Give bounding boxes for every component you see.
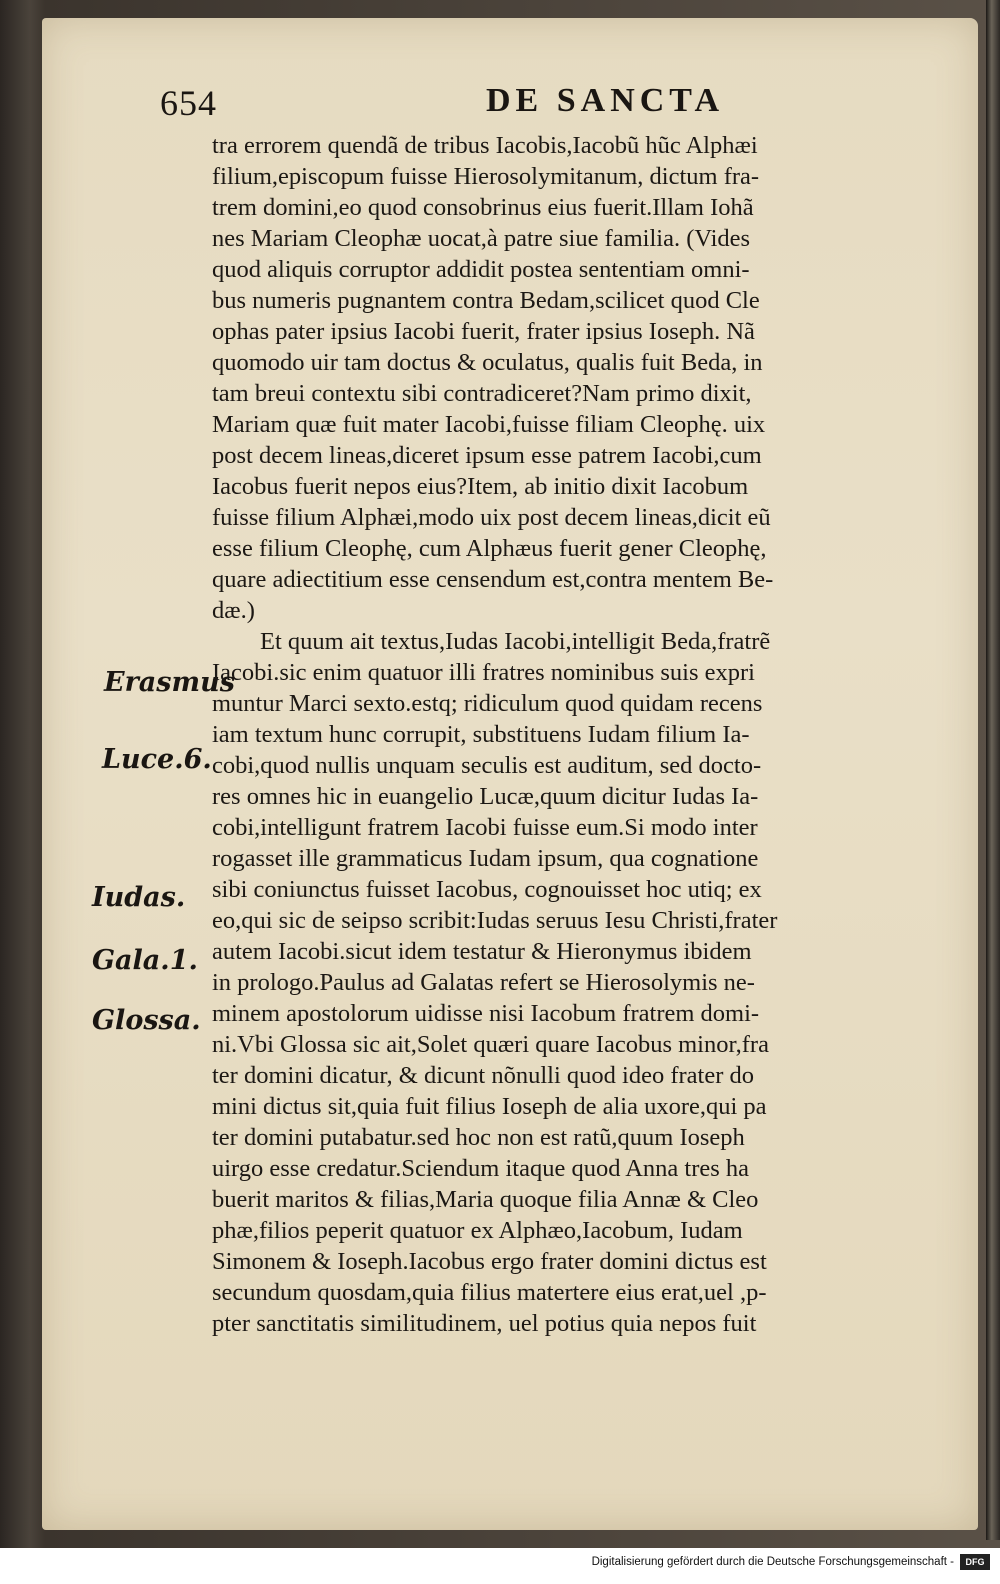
text-line: Iacobus fuerit nepos eius?Item, ab initio dixit Iacobum (212, 473, 749, 500)
text-line: iam textum hunc corrupit, substituens Iudam filium Ia- (212, 721, 750, 748)
text-line: pter sanctitatis similitudinem, uel potius quia nepos fuit (212, 1310, 757, 1337)
text-line: ophas pater ipsius Iacobi fuerit, frater ipsius Ioseph. Nã (212, 318, 755, 345)
text-line: quomodo uir tam doctus & oculatus, qualis fuit Beda, in (212, 349, 763, 376)
text-line: mini dictus sit,quia fuit filius Ioseph de alia uxore,qui pa (212, 1093, 767, 1120)
funding-credit: Digitalisierung gefördert durch die Deutsche Forschungsgemeinschaft - (591, 1556, 954, 1568)
text-line: dæ.) (212, 597, 255, 624)
text-line: sibi coniunctus fuisset Iacobus, cognouisset hoc utiq; ex (212, 876, 762, 903)
text-line: ni.Vbi Glossa sic ait,Solet quæri quare Iacobus minor,fra (212, 1031, 769, 1058)
margin-note-gala: Gala.1. (92, 945, 198, 976)
margin-note-luce: Luce.6. (102, 744, 212, 775)
binding-edge (986, 0, 1000, 1540)
text-line: Iacobi.sic enim quatuor illi fratres nominibus suis expri (212, 659, 755, 686)
text-line: res omnes hic in euangelio Lucæ,quum dicitur Iudas Ia- (212, 783, 759, 810)
text-line: eo,qui sic de seipso scribit:Iudas seruus Iesu Christi,frater (212, 907, 778, 934)
text-line: fuisse filium Alphæi,modo uix post decem lineas,dicit eũ (212, 504, 771, 531)
margin-note-iudas: Iudas. (92, 882, 186, 913)
margin-note-glossa: Glossa. (92, 1005, 201, 1036)
text-line: bus numeris pugnantem contra Bedam,scilicet quod Cle (212, 287, 760, 314)
text-line: phæ,filios peperit quatuor ex Alphæo,Iacobum, Iudam (212, 1217, 743, 1244)
text-line: quod aliquis corruptor addidit postea sententiam omni- (212, 256, 750, 283)
text-line: ter domini putabatur.sed hoc non est ratũ,quum Ioseph (212, 1124, 745, 1151)
text-line: ter domini dicatur, & dicunt nõnulli quod ideo frater do (212, 1062, 754, 1089)
text-line: cobi,intelligunt fratrem Iacobi fuisse eum.Si modo inter (212, 814, 758, 841)
text-line: uirgo esse credatur.Sciendum itaque quod Anna tres ha (212, 1155, 750, 1182)
text-line: cobi,quod nullis unquam seculis est auditum, sed docto- (212, 752, 762, 779)
text-line: filium,episcopum fuisse Hierosolymitanum, dictum fra- (212, 163, 760, 190)
margin-note-erasmus: Erasmus (104, 667, 235, 698)
paragraph-start-line: Et quum ait textus,Iudas Iacobi,intelligit Beda,fratrẽ (260, 628, 771, 655)
text-line: buerit maritos & filias,Maria quoque filia Annæ & Cleo (212, 1186, 759, 1213)
text-line: muntur Marci sexto.estq; ridiculum quod quidam recens (212, 690, 763, 717)
text-line: Simonem & Ioseph.Iacobus ergo frater domini dictus est (212, 1248, 767, 1275)
text-line: in prologo.Paulus ad Galatas refert se Hierosolymis ne- (212, 969, 755, 996)
text-line: minem apostolorum uidisse nisi Iacobum fratrem domi- (212, 1000, 760, 1027)
text-line: tra errorem quendã de tribus Iacobis,Iacobũ hũc Alphæi (212, 132, 758, 159)
text-line: secundum quosdam,quia filius matertere eius erat,uel ,p- (212, 1279, 767, 1306)
text-line: nes Mariam Cleophæ uocat,à patre siue familia. (Vides (212, 225, 751, 252)
text-line: Mariam quæ fuit mater Iacobi,fuisse filiam Cleophę. uix (212, 411, 766, 438)
body-text (212, 130, 932, 1339)
text-line: autem Iacobi.sicut idem testatur & Hieronymus ibidem (212, 938, 752, 965)
text-line: quare adiectitium esse censendum est,contra mentem Be- (212, 566, 774, 593)
text-line: esse filium Cleophę, cum Alphæus fuerit gener Cleophę, (212, 535, 767, 562)
text-line: rogasset ille grammaticus Iudam ipsum, qua cognatione (212, 845, 759, 872)
running-head: DE SANCTA (486, 82, 725, 119)
text-line: post decem lineas,diceret ipsum esse patrem Iacobi,cum (212, 442, 762, 469)
text-line: trem domini,eo quod consobrinus eius fuerit.Illam Iohã (212, 194, 754, 221)
page-number: 654 (160, 83, 217, 123)
dfg-logo-icon: DFG (960, 1554, 990, 1570)
text-line: tam breui contextu sibi contradiceret?Nam primo dixit, (212, 380, 752, 407)
